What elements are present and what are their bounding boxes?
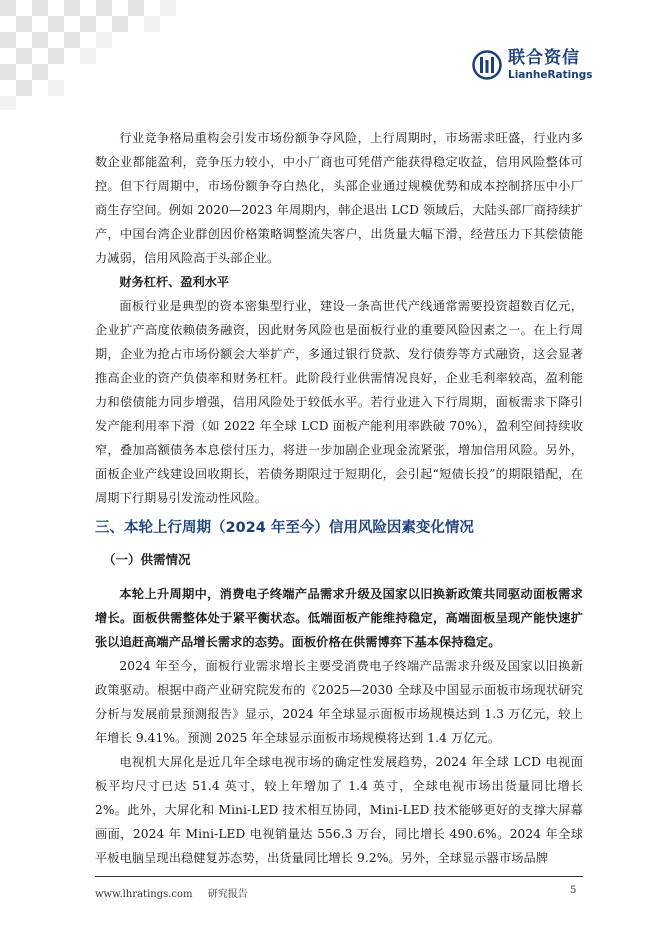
paragraph-summary-bold: 本轮上升周期中，消费电子终端产品需求升级及国家以旧换新政策共同驱动面板需求增长。面板供需整体处于紧平衡状态。低端面板产能维持稳定，高端面板呈现产能快速扩张以追赶高端产品增长需求的态势。面板价格在供需博弈下基本保持稳定。 (95, 587, 583, 649)
footer-website-link[interactable]: www.lhratings.com (95, 889, 193, 900)
document-body (95, 126, 583, 870)
page-number: 5 (570, 885, 577, 896)
paragraph-competition-risk: 行业竞争格局重构会引发市场份额争夺风险，上行周期时，市场需求旺盛，行业内多数企业都能盈利，竞争压力较小，中小厂商也可凭借产能获得稳定收益，信用风险整体可控。但下行周期中，市场份额争夺白热化，头部企业通过规模优势和成本控制挤压中小厂商生存空间。例如 2020—2023 年周期内，韩企退出 LCD 领域后，大陆头部厂商持续扩产，中国台湾企业群创因价格策略调整流失客户，出货量大幅下滑，经营压力下其偿债能力减弱，信用风险高于头部企业。 (95, 131, 583, 265)
footer-info (95, 885, 260, 900)
section-heading: 三、本轮上行周期（2024 年至今）信用风险因素变化情况 (95, 520, 474, 536)
company-logo (472, 50, 592, 81)
subheading-financial-leverage: 财务杠杆、盈利水平 (119, 275, 230, 289)
footer-doc-type: 研究报告 (207, 889, 248, 900)
logo-chinese-name: 联合资信 (508, 48, 580, 68)
lianhe-logo-icon (472, 50, 502, 80)
logo-english-name: LianheRatings (508, 69, 593, 81)
corner-grid-pattern (0, 0, 180, 110)
subsection-heading-supply-demand: （一）供需情况 (103, 552, 191, 567)
paragraph-tv-trends: 电视机大屏化是近几年全球电视市场的确定性发展趋势，2024 年全球 LCD 电视面板平均尺寸已达 51.4 英寸，较上年增加了 1.4 英寸，全球电视市场出货量同比增长 2%。此外，大屏化和 Mini-LED 技术相互协同，Mini-LED 技术能够更好的支撑大屏幕画面，2024 年 Mini-LED 电视销量达 556.3 万台，同比增长 490.6%。2024 年全球平板电脑呈现出稳健复苏态势，出货量同比增长 9.2%。另外，全球显示器市场品牌 (95, 755, 583, 865)
paragraph-financial-risk: 面板行业是典型的资本密集型行业，建设一条高世代产线通常需要投资超数百亿元，企业扩产高度依赖债务融资，因此财务风险也是面板行业的重要风险因素之一。在上行周期，企业为抢占市场份额会大举扩产，多通过银行贷款、发行债券等方式融资，这会显著推高企业的资产负债率和财务杠杆。此阶段行业供需情况良好，企业毛利率较高，盈利能力和偿债能力同步增强，信用风险处于较低水平。若行业进入下行周期，面板需求下降引发产能利用率下滑（如 2022 年全球 LCD 面板产能利用率跌破 70%），盈利空间持续收窄，叠加高额债务本息偿付压力，将进一步加剧企业现金流紧张，增加信用风险。另外，面板企业产线建设回收期长，若债务期限过于短期化，会引起“短债长投”的期限错配，在周期下行期易引发流动性风险。 (95, 299, 583, 505)
paragraph-market-size: 2024 年至今，面板行业需求增长主要受消费电子终端产品需求升级及国家以旧换新政策驱动。根据中商产业研究院发布的《2025—2030 全球及中国显示面板市场现状研究分析与发展前景预测报告》显示，2024 年全球显示面板市场规模达到 1.3 万亿元，较上年增长 9.41%。预测 2025 年全球显示面板市场规模将达到 1.4 万亿元。 (95, 659, 583, 745)
footer-divider (95, 876, 583, 877)
